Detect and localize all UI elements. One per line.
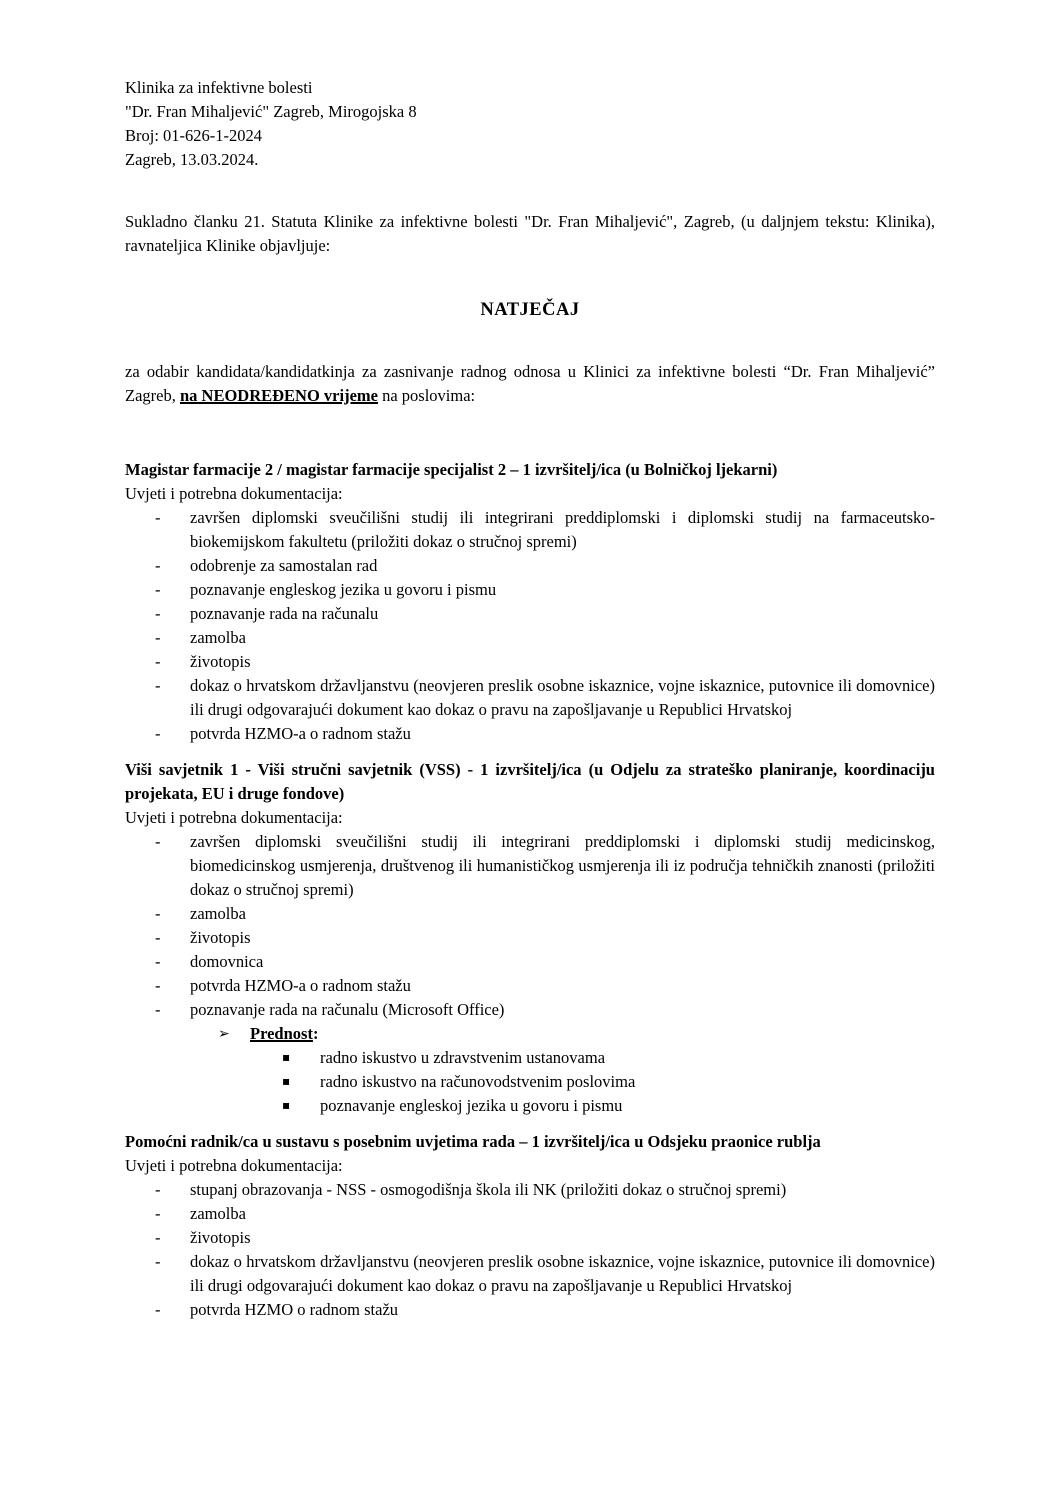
requirement-item <box>125 1202 935 1226</box>
requirement-item <box>125 1250 935 1298</box>
dash-bullet-icon: - <box>155 1228 161 1247</box>
job-title: Pomoćni radnik/ca u sustavu s posebnim uvjetima rada – 1 izvršitelj/ica u Odsjeku praonice rublja <box>125 1132 821 1151</box>
intro-paragraph: Sukladno članku 21. Statuta Klinike za infektivne bolesti "Dr. Fran Mihaljević", Zagreb, (u daljnjem tekstu: Klinika), ravnateljica Klinike objavljuje: <box>125 212 935 255</box>
job-title: Viši savjetnik 1 - Viši stručni savjetnik (VSS) - 1 izvršitelj/ica (u Odjelu za strateško planiranje, koordinaciju projekata, EU i druge fondove) <box>125 760 935 803</box>
requirement-text: poznavanje rada na računalu <box>190 604 379 623</box>
requirement-text: stupanj obrazovanja - NSS - osmogodišnja škola ili NK (priložiti dokaz o stručnoj spremi) <box>190 1180 787 1199</box>
advantage-item <box>125 1070 935 1094</box>
letterhead-address: "Dr. Fran Mihaljević" Zagreb, Mirogojska 8 <box>125 102 417 121</box>
requirement-item <box>125 1178 935 1202</box>
requirement-text: poznavanje engleskog jezika u govoru i pismu <box>190 580 497 599</box>
advantage-list <box>125 1046 935 1118</box>
dash-bullet-icon: - <box>155 1204 161 1223</box>
requirement-item <box>125 902 935 926</box>
requirement-text: potvrda HZMO-a o radnom stažu <box>190 724 411 743</box>
advantage-block <box>125 1022 935 1118</box>
dash-bullet-icon: - <box>155 676 161 695</box>
dash-bullet-icon: - <box>155 1252 161 1271</box>
advantage-text: radno iskustvo na računovodstvenim poslovima <box>320 1072 636 1091</box>
requirement-text: životopis <box>190 928 251 947</box>
requirement-item <box>125 554 935 578</box>
letterhead-date: Zagreb, 13.03.2024. <box>125 150 259 169</box>
subject-part1: za odabir kandidata/kandidatkinja za zasnivanje radnog odnosa u Klinici za infektivne bolesti “Dr. Fran Mihaljević” Zagreb, <box>125 362 935 405</box>
subject-paragraph <box>125 360 935 408</box>
square-bullet-icon: ▪ <box>282 1098 291 1112</box>
requirements-list <box>125 1178 935 1322</box>
requirement-item <box>125 926 935 950</box>
dash-bullet-icon: - <box>155 508 161 527</box>
advantage-heading <box>125 1022 935 1046</box>
requirements-list <box>125 506 935 746</box>
advantage-item <box>125 1046 935 1070</box>
requirement-text: zamolba <box>190 628 246 647</box>
subject-emphasis: na NEODREĐENO vrijeme <box>179 386 378 405</box>
dash-bullet-icon: - <box>155 928 161 947</box>
dash-bullet-icon: - <box>155 904 161 923</box>
job-section-magistar-farmacije <box>125 458 935 746</box>
requirement-text: životopis <box>190 652 251 671</box>
dash-bullet-icon: - <box>155 724 161 743</box>
advantage-text: radno iskustvo u zdravstvenim ustanovama <box>320 1048 606 1067</box>
dash-bullet-icon: - <box>155 604 161 623</box>
requirement-item <box>125 602 935 626</box>
requirement-item <box>125 1226 935 1250</box>
requirements-label: Uvjeti i potrebna dokumentacija: <box>125 1156 343 1175</box>
requirement-text: dokaz o hrvatskom državljanstvu (neovjeren preslik osobne iskaznice, vojne iskaznice, putovnice ili domovnice) ili drugi odgovarajući dokument kao dokaz o pravu na zapošljavanje u Republici Hrvatskoj <box>190 676 935 719</box>
requirement-text: dokaz o hrvatskom državljanstvu (neovjeren preslik osobne iskaznice, vojne iskaznice, putovnice ili domovnice) ili drugi odgovarajući dokument kao dokaz o pravu na zapošljavanje u Republici Hrvatskoj <box>190 1252 935 1295</box>
requirements-list <box>125 830 935 1022</box>
requirement-text: domovnica <box>190 952 264 971</box>
document-title: NATJEČAJ <box>480 300 580 320</box>
dash-bullet-icon: - <box>155 832 161 851</box>
dash-bullet-icon: - <box>155 628 161 647</box>
square-bullet-icon: ▪ <box>282 1074 291 1088</box>
requirement-text: zamolba <box>190 1204 246 1223</box>
dash-bullet-icon: - <box>155 952 161 971</box>
dash-bullet-icon: - <box>155 580 161 599</box>
requirement-text: odobrenje za samostalan rad <box>190 556 378 575</box>
letterhead-institution: Klinika za infektivne bolesti <box>125 78 313 97</box>
subject-part2: na poslovima: <box>382 386 476 405</box>
advantage-colon: : <box>312 1024 319 1043</box>
requirement-item <box>125 974 935 998</box>
advantage-text: poznavanje engleskoj jezika u govoru i pismu <box>320 1096 623 1115</box>
requirement-text: zamolba <box>190 904 246 923</box>
requirement-text: potvrda HZMO-a o radnom stažu <box>190 976 411 995</box>
job-section-visi-savjetnik <box>125 758 935 1118</box>
dash-bullet-icon: - <box>155 1180 161 1199</box>
letterhead-reference-number: Broj: 01-626-1-2024 <box>125 126 263 145</box>
requirement-item <box>125 674 935 722</box>
advantage-label: Prednost <box>250 1024 313 1043</box>
job-section-pomocni-radnik <box>125 1130 935 1322</box>
requirement-item <box>125 722 935 746</box>
letterhead <box>125 76 935 172</box>
requirement-text: završen diplomski sveučilišni studij ili integrirani preddiplomski i diplomski studij medicinskog, biomedicinskog usmjerenja, društvenog ili humanističkog usmjerenja ili iz područja tehničkih znanosti (priložiti dokaz o stručnoj spremi) <box>190 832 935 899</box>
requirement-item <box>125 626 935 650</box>
requirement-item <box>125 998 935 1022</box>
requirement-item <box>125 950 935 974</box>
requirement-text: potvrda HZMO o radnom stažu <box>190 1300 399 1319</box>
job-title: Magistar farmacije 2 / magistar farmacije specijalist 2 – 1 izvršitelj/ica (u Bolničkoj ljekarni) <box>125 460 778 479</box>
requirement-item <box>125 650 935 674</box>
dash-bullet-icon: - <box>155 652 161 671</box>
requirement-text: poznavanje rada na računalu (Microsoft Office) <box>190 1000 505 1019</box>
dash-bullet-icon: - <box>155 1000 161 1019</box>
dash-bullet-icon: - <box>155 556 161 575</box>
requirements-label: Uvjeti i potrebna dokumentacija: <box>125 484 343 503</box>
arrow-bullet-icon: ➢ <box>218 1026 230 1042</box>
advantage-item <box>125 1094 935 1118</box>
requirement-item <box>125 1298 935 1322</box>
square-bullet-icon: ▪ <box>282 1050 291 1064</box>
dash-bullet-icon: - <box>155 976 161 995</box>
requirement-item <box>125 506 935 554</box>
requirements-label: Uvjeti i potrebna dokumentacija: <box>125 808 343 827</box>
requirement-item <box>125 830 935 902</box>
requirement-text: završen diplomski sveučilišni studij ili integrirani preddiplomski i diplomski studij na farmaceutsko-biokemijskom fakultetu (priložiti dokaz o stručnoj spremi) <box>190 508 935 551</box>
requirement-text: životopis <box>190 1228 251 1247</box>
dash-bullet-icon: - <box>155 1300 161 1319</box>
requirement-item <box>125 578 935 602</box>
